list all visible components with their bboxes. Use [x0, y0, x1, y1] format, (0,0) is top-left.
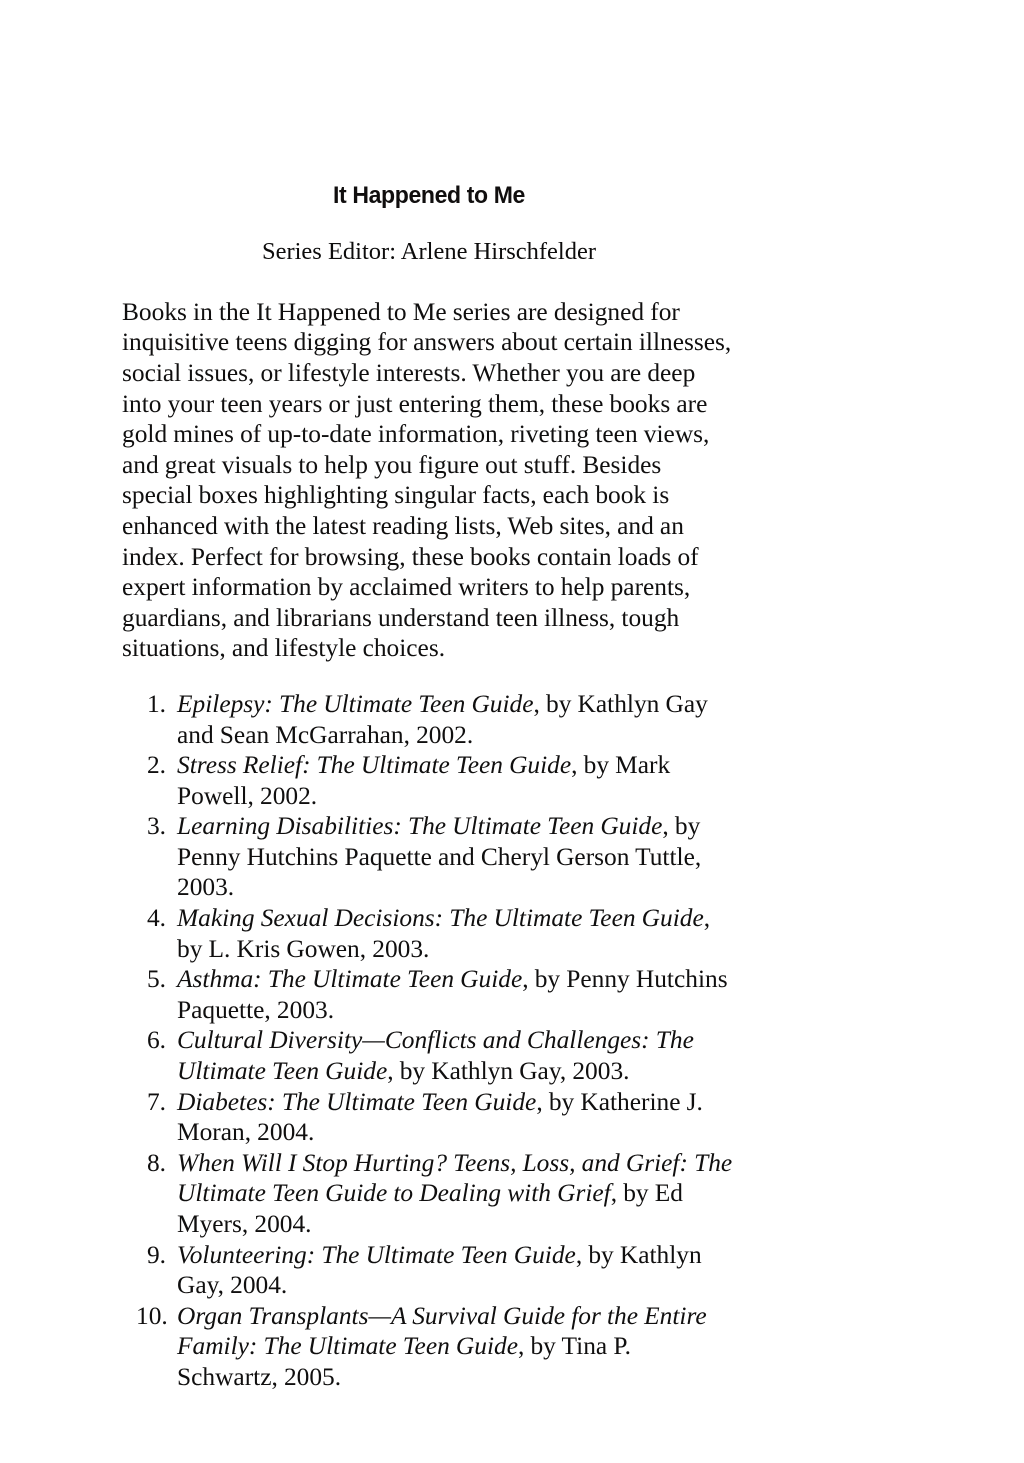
book-credit: , by Penny Hutchins Paquette, 2003. — [177, 965, 728, 1024]
book-title: Epilepsy: The Ultimate Teen Guide — [177, 689, 534, 718]
list-item — [136, 750, 736, 811]
book-credit: , by Ed Myers, 2004. — [177, 1179, 683, 1239]
list-item — [136, 1087, 736, 1148]
book-credit: , by Katherine J. Moran, 2004. — [177, 1087, 703, 1147]
list-item — [136, 903, 736, 964]
book-title: Making Sexual Decisions: The Ultimate Teen Guide — [177, 904, 704, 933]
book-title: Learning Disabilities: The Ultimate Teen Guide — [177, 812, 663, 841]
list-item — [136, 1148, 736, 1240]
book-title: Stress Relief: The Ultimate Teen Guide — [177, 751, 572, 780]
book-credit: , by Tina P. Schwartz, 2005. — [177, 1332, 631, 1391]
book-title: Cultural Diversity—Conflicts and Challenges: The Ultimate Teen Guide — [177, 1026, 694, 1086]
list-item — [136, 964, 736, 1025]
book-credit: , by Kathlyn Gay, 2003. — [387, 1057, 630, 1086]
page-title: It Happened to Me — [333, 182, 525, 209]
book-credit: , by Kathlyn Gay and Sean McGarrahan, 2002. — [177, 689, 708, 749]
list-item — [136, 1025, 736, 1086]
book-credit: , by L. Kris Gowen, 2003. — [177, 904, 711, 963]
book-list — [122, 689, 736, 1393]
list-item — [136, 1240, 736, 1301]
book-title: Asthma: The Ultimate Teen Guide — [177, 965, 523, 994]
list-item — [136, 1301, 736, 1393]
book-title: Volunteering: The Ultimate Teen Guide — [177, 1240, 576, 1269]
book-credit: , by Kathlyn Gay, 2004. — [177, 1240, 702, 1300]
book-title: When Will I Stop Hurting? Teens, Loss, and Grief: The Ultimate Teen Guide to Dealing with Grief — [177, 1148, 733, 1208]
list-item — [136, 811, 736, 903]
book-credit: , by Penny Hutchins Paquette and Cheryl Gerson Tuttle, 2003. — [177, 812, 702, 902]
series-description-paragraph: Books in the It Happened to Me series are designed for inquisitive teens digging for answers about certain illnesses, social issues, or lifestyle interests. Whether you are deep into your teen years or just entering them, these books are gold mines of up-to-date information, riveting teen views, and great visuals to help you figure out stuff. Besides special boxes highlighting singular facts, each book is enhanced with the latest reading lists, Web sites, and an index. Perfect for browsing, these books contain loads of expert information by acclaimed writers to help parents, guardians, and librarians understand teen illness, tough situations, and lifestyle choices. — [122, 297, 732, 663]
book-credit: , by Mark Powell, 2002. — [177, 751, 671, 810]
book-title: Organ Transplants—A Survival Guide for the Entire Family: The Ultimate Teen Guide — [177, 1301, 707, 1361]
list-item — [136, 689, 736, 750]
front-matter-block — [122, 182, 736, 1393]
book-title: Diabetes: The Ultimate Teen Guide — [177, 1087, 537, 1116]
series-editor-line: Series Editor: Arlene Hirschfelder — [261, 238, 597, 266]
